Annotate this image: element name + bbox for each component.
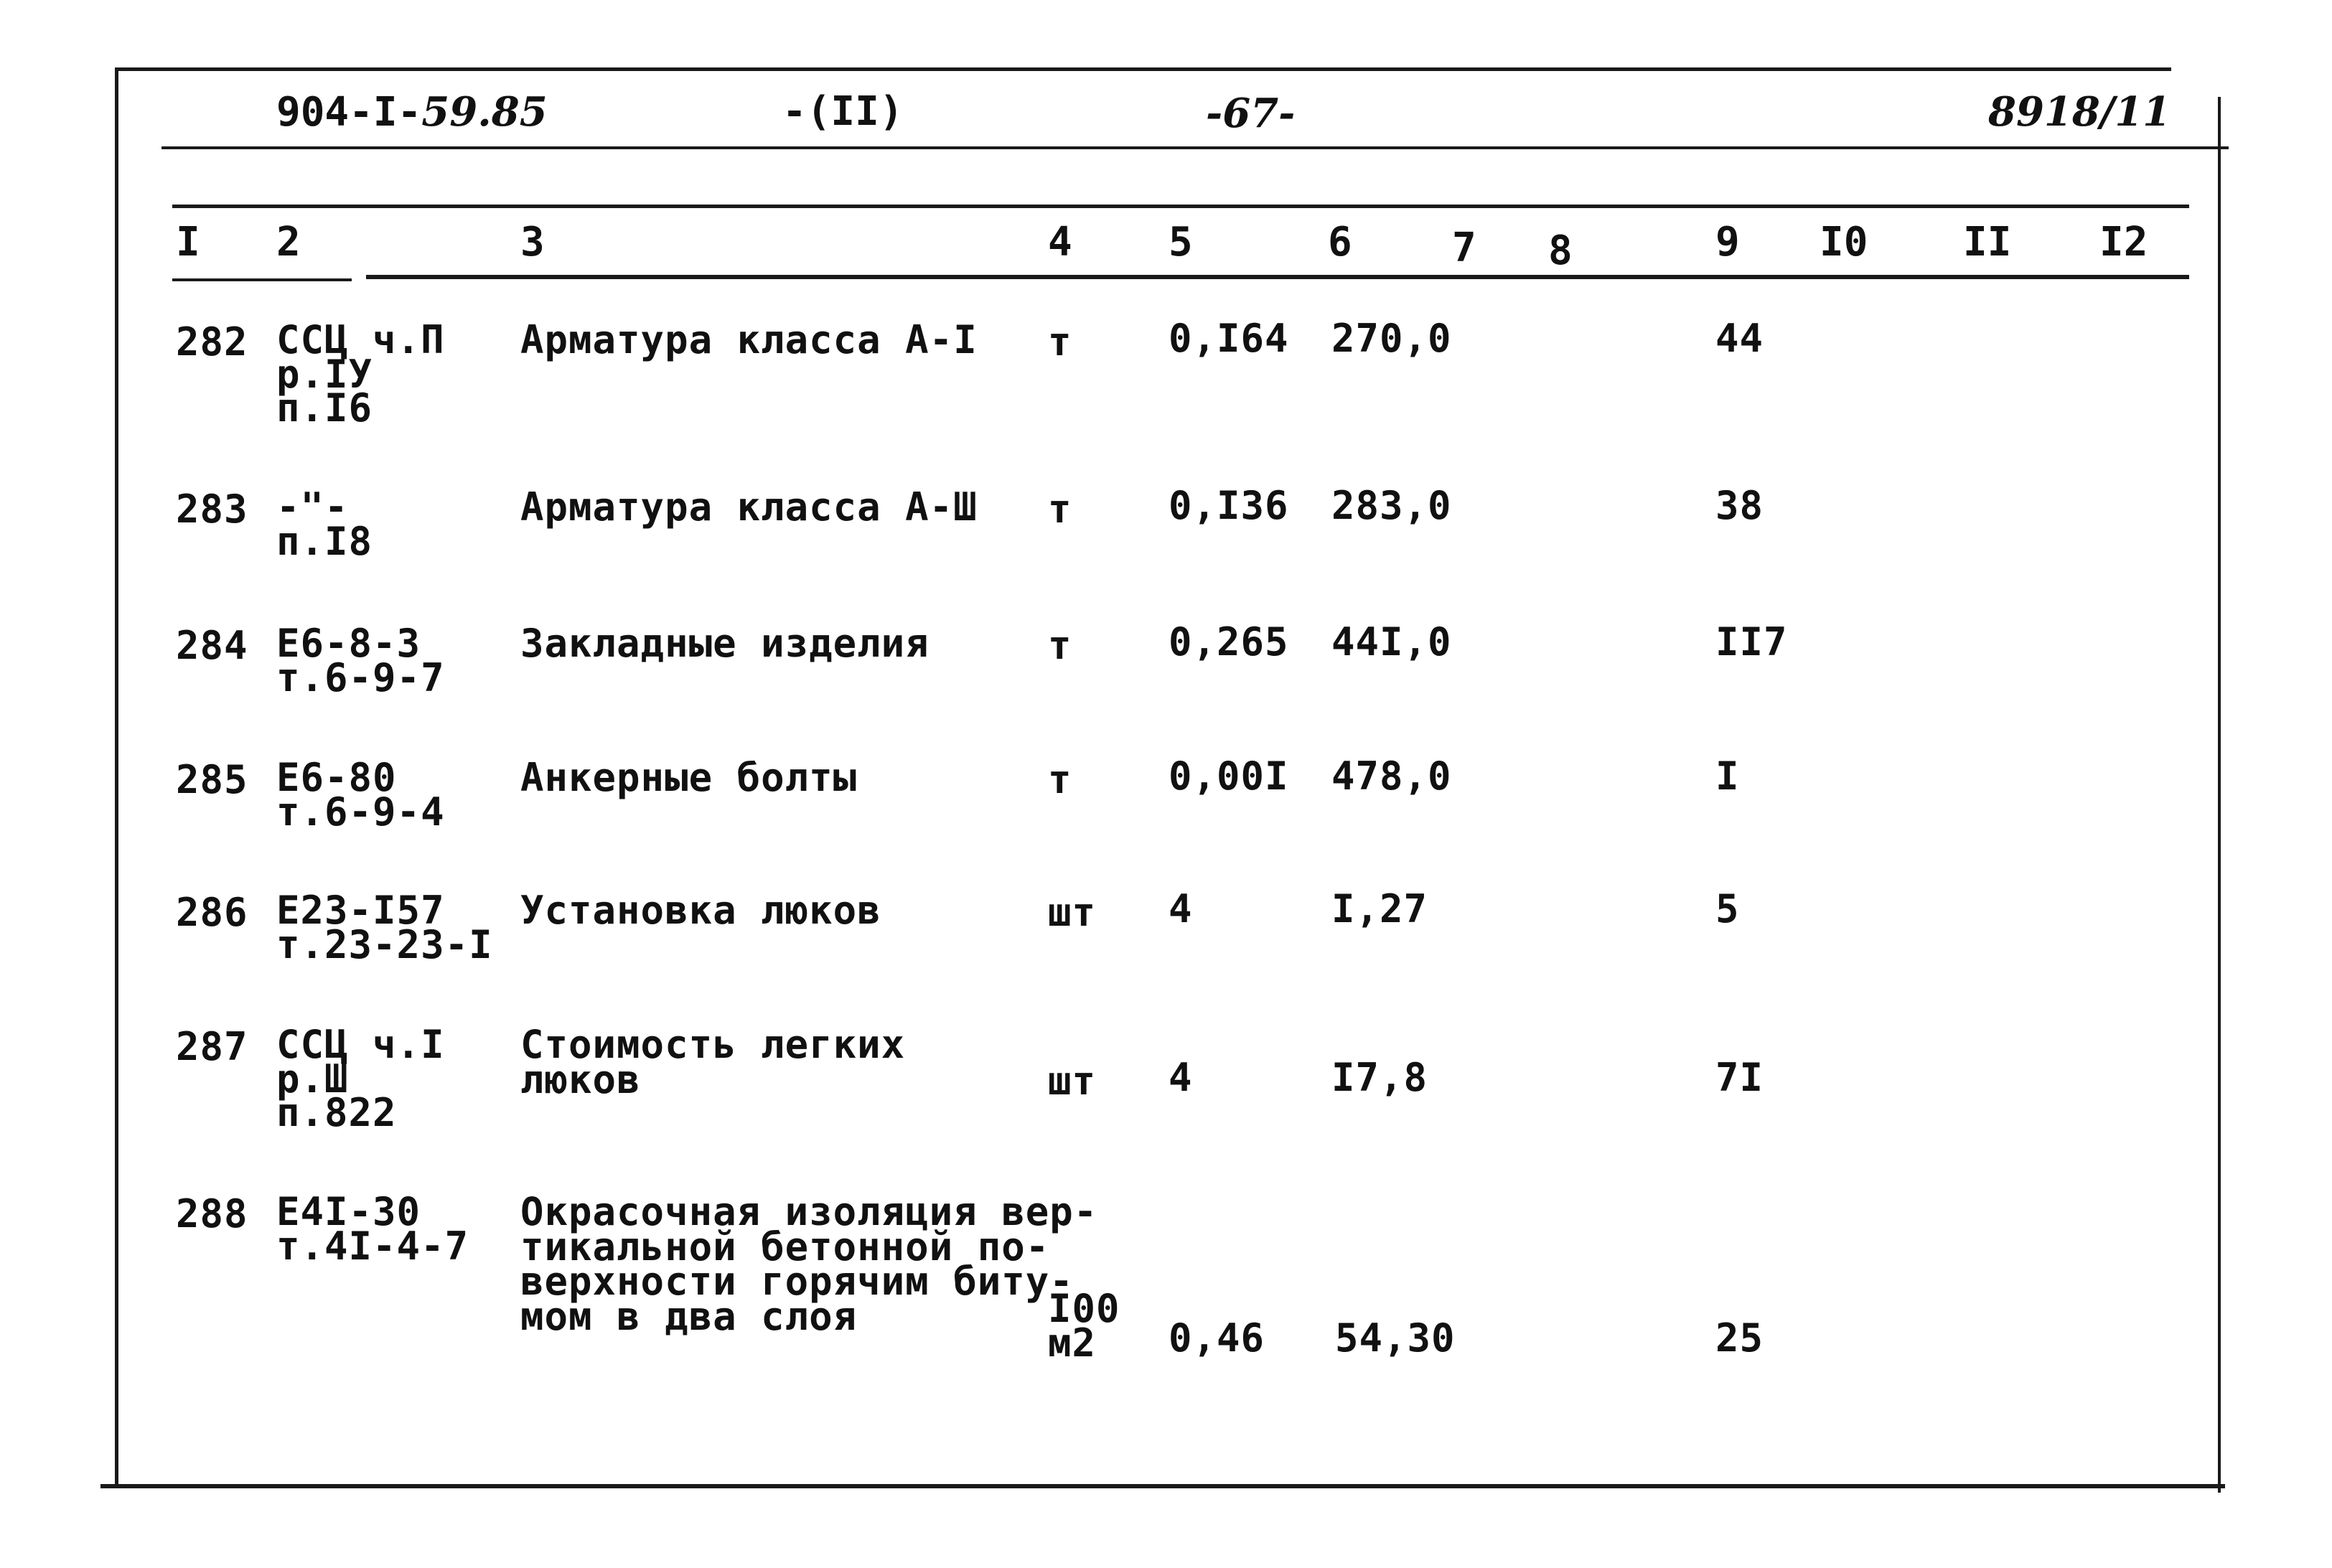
row-name: Стоимость легких люков [520, 1022, 906, 1102]
table-header-rule-left [172, 278, 352, 281]
row-price: I,27 [1331, 886, 1428, 931]
bottom-border [100, 1484, 2225, 1488]
row-number: 283 [176, 487, 248, 532]
row-quantity: 0,I36 [1169, 483, 1289, 528]
row-code: Е23-I57 т.23-23-I [276, 888, 493, 967]
left-border [115, 67, 118, 1488]
column-header: 5 [1169, 219, 1193, 266]
row-unit: т [1048, 623, 1072, 668]
row-price: I7,8 [1331, 1055, 1428, 1100]
row-quantity: 0,46 [1169, 1315, 1265, 1361]
row-unit: шт [1048, 890, 1097, 935]
row-name: Закладные изделия [520, 621, 929, 666]
table-header-rule-right [366, 275, 2189, 279]
column-header: 3 [520, 219, 545, 266]
section-number: -(II) [782, 88, 904, 135]
row-name: Анкерные болты [520, 755, 858, 800]
row-price: 54,30 [1335, 1315, 1456, 1361]
row-code: ССЦ ч.П р.IУ п.I6 [276, 317, 445, 431]
row-code: Е4I-30 т.4I-4-7 [276, 1189, 469, 1269]
row-quantity: 0,00I [1169, 754, 1289, 799]
row-price: 283,0 [1331, 483, 1452, 528]
row-price: 270,0 [1331, 316, 1452, 361]
column-header: 9 [1715, 219, 1740, 266]
column-header: 4 [1048, 219, 1072, 266]
row-total: I [1715, 754, 1740, 799]
header-underline [161, 146, 2229, 149]
row-quantity: 4 [1169, 1055, 1193, 1100]
row-number: 282 [176, 319, 248, 365]
row-unit: т [1048, 487, 1072, 532]
doc-number-printed: 904-I- [276, 89, 422, 136]
row-number: 285 [176, 757, 248, 802]
row-quantity: 0,I64 [1169, 316, 1289, 361]
column-header: I [176, 219, 200, 266]
row-unit: т [1048, 319, 1072, 365]
row-quantity: 4 [1169, 886, 1193, 931]
column-header: 2 [276, 219, 301, 266]
row-price: 44I,0 [1331, 619, 1452, 665]
doc-number-handwritten: 59.85 [421, 88, 548, 136]
row-total: 44 [1715, 316, 1764, 361]
row-name: Арматура класса А-Ш [520, 484, 978, 530]
column-header: 7 [1452, 225, 1476, 271]
row-total: 7I [1715, 1055, 1764, 1100]
row-code: ССЦ ч.I р.Ш п.822 [276, 1022, 445, 1136]
row-total: II7 [1715, 619, 1788, 665]
row-total: 38 [1715, 483, 1764, 528]
column-header: 8 [1548, 227, 1573, 274]
top-border [118, 67, 2171, 71]
column-header: 6 [1328, 219, 1352, 266]
row-code: Е6-80 т.6-9-4 [276, 755, 445, 835]
row-total: 25 [1715, 1315, 1764, 1361]
row-total: 5 [1715, 886, 1740, 931]
column-header: I0 [1820, 219, 1868, 266]
row-price: 478,0 [1331, 754, 1452, 799]
archive-number: 8918/11 [1988, 88, 2171, 136]
row-unit: шт [1048, 1058, 1097, 1104]
column-header: II [1963, 219, 2012, 266]
column-header: I2 [2099, 219, 2148, 266]
row-number: 288 [176, 1191, 248, 1236]
row-number: 287 [176, 1024, 248, 1069]
page-number: -67- [1206, 90, 1296, 137]
doc-number [276, 88, 548, 136]
row-name: Окрасочная изоляция вер- тикальной бетонной по- верхности горячим биту- мом в два слоя [520, 1189, 1098, 1339]
row-code: -"- п.I8 [276, 484, 373, 564]
row-quantity: 0,265 [1169, 619, 1289, 665]
row-number: 284 [176, 623, 248, 668]
right-border [2218, 97, 2221, 1493]
row-unit: т [1048, 757, 1072, 802]
row-name: Установка люков [520, 888, 881, 933]
row-number: 286 [176, 890, 248, 935]
row-unit: I00 м2 [1048, 1286, 1120, 1366]
row-name: Арматура класса А-I [520, 317, 978, 362]
table-top-rule [172, 205, 2189, 208]
row-code: Е6-8-3 т.6-9-7 [276, 621, 445, 700]
